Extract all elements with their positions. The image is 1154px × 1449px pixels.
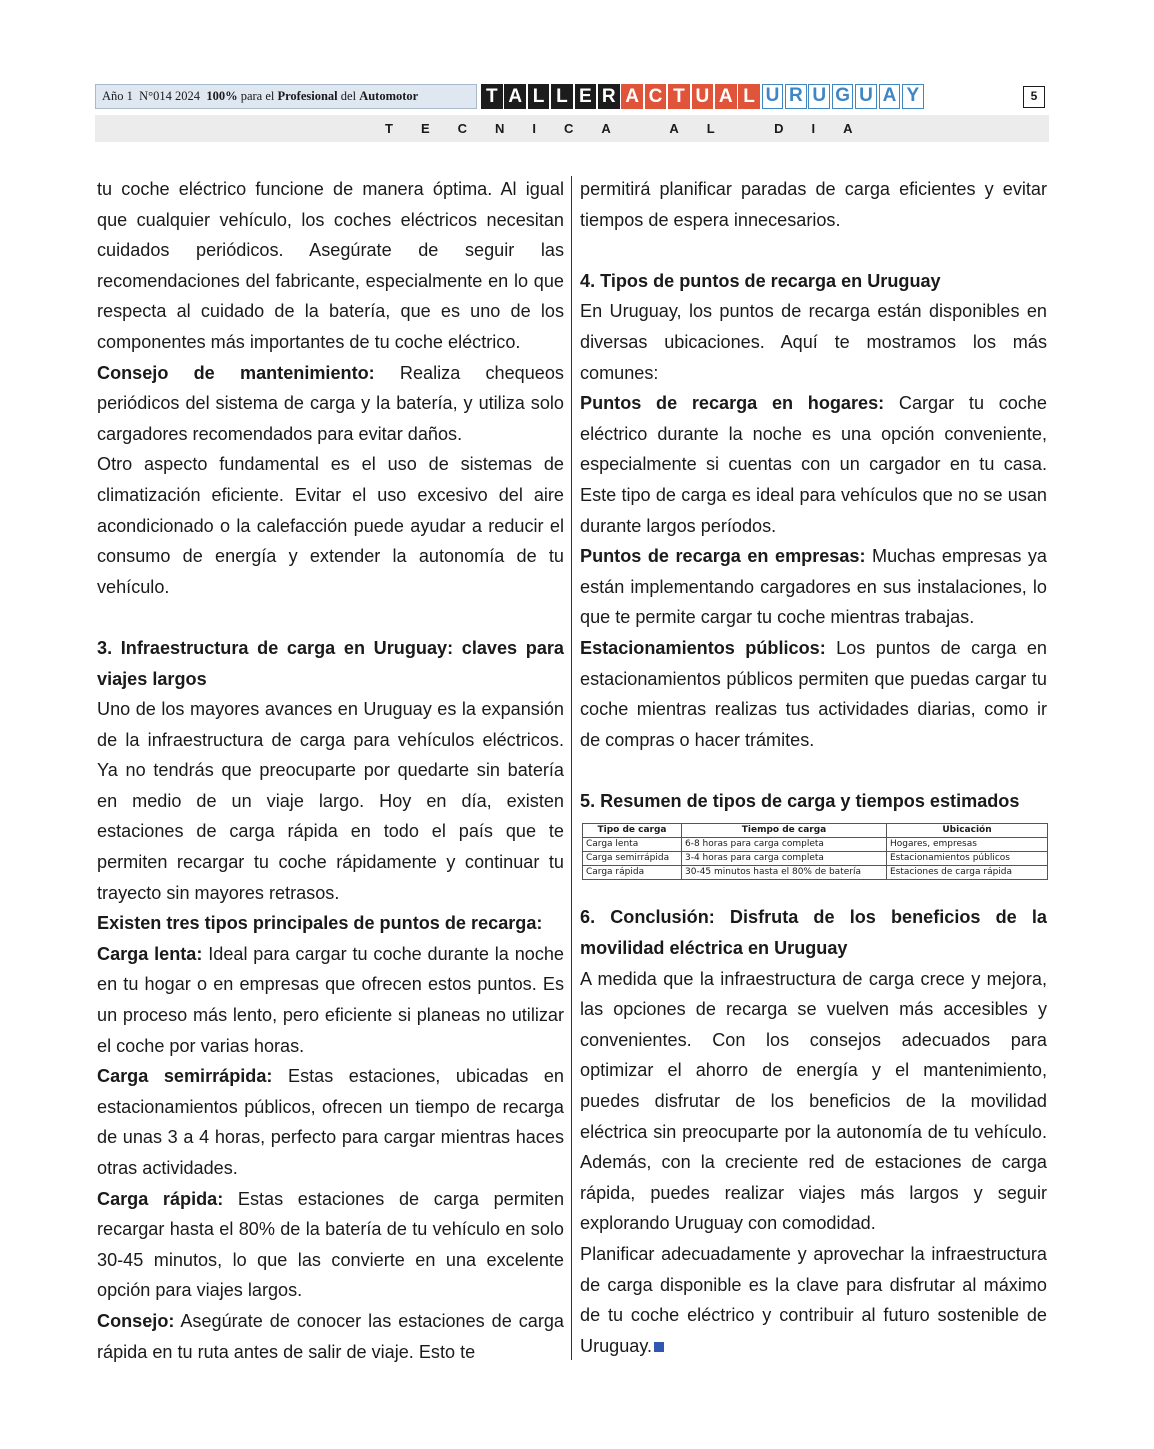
types-intro: Existen tres tipos principales de puntos de recarga:: [97, 913, 543, 934]
paragraph: [97, 1061, 564, 1183]
summary-table: [582, 823, 1048, 880]
table-cell: 30-45 minutos hasta el 80% de batería: [682, 866, 887, 880]
brand-letter: U: [808, 84, 830, 109]
tagline-automotor: Automotor: [359, 89, 419, 103]
table-row: [583, 838, 1048, 852]
brand-letter: G: [832, 84, 854, 109]
brand-letter: A: [879, 84, 901, 109]
park-text: Los puntos de carga en estacionamientos públicos permiten que puedas cargar tu coche mientras realizas tus actividades diarias, como ir de compras o hacer trámites.: [580, 637, 1047, 750]
table-row: [583, 852, 1048, 866]
paragraph: [580, 633, 1047, 755]
semi-text: Estas estaciones, ubicadas en estacionamientos públicos, ofrecen un tiempo de recarga de unas 3 a 4 horas, perfecto para cargar mientras haces otras actividades.: [97, 1066, 564, 1178]
table-cell: Hogares, empresas: [887, 838, 1048, 852]
paragraph: Uno de los mayores avances en Uruguay es la expansión de la infraestructura de carga para vehículos eléctricos. Ya no tendrás que preocuparte por quedarte sin batería en medio de un viaje largo. Hoy en día, existen estaciones de carga rápida en todo el país que te permiten recargar tu coche rápidamente y continuar tu trayecto sin mayores retrasos.: [97, 699, 564, 903]
table-header-cell: Tiempo de carga: [682, 824, 887, 838]
paragraph: [97, 939, 564, 1061]
table-row: [583, 866, 1048, 880]
paragraph: [580, 541, 1047, 633]
table-header-row: [583, 824, 1048, 838]
right-column: [580, 174, 1047, 1361]
left-column: [97, 174, 564, 1367]
issue-number: N°014 2024: [139, 89, 201, 103]
park-label: Estacionamientos públicos:: [580, 637, 826, 658]
advice-label: Consejo:: [97, 1310, 175, 1331]
heading-section-3: 3. Infraestructura de carga en Uruguay: claves para viajes largos: [97, 637, 564, 689]
brand-letter: U: [855, 84, 877, 109]
paragraph: [97, 1184, 564, 1306]
paragraph: [580, 388, 1047, 541]
brand-letter: U: [692, 84, 714, 109]
paragraph: tu coche eléctrico funcione de manera óptima. Al igual que cualquier vehículo, los coches eléctricos necesitan cuidados periódicos. Asegúrate de seguir las recomendaciones del fabricante, especialmente en lo que respecta al cuidado de la batería, que es uno de los componentes más importantes de tu coche eléctrico.: [97, 179, 564, 352]
table-cell: Carga lenta: [583, 838, 682, 852]
brand-letter: T: [481, 84, 503, 109]
table-cell: Carga semirrápida: [583, 852, 682, 866]
section-bar: [95, 115, 1049, 142]
tagline-mid: para el: [237, 89, 278, 103]
paragraph: En Uruguay, los puntos de recarga están disponibles en diversas ubicaciones. Aquí te mostramos los más comunes:: [580, 301, 1047, 383]
tagline-del: del: [337, 89, 360, 103]
section-title: TECNICA AL DIA: [385, 121, 881, 136]
heading-section-4: 4. Tipos de puntos de recarga en Uruguay: [580, 270, 941, 291]
brand-letter: E: [575, 84, 597, 109]
paragraph: [97, 1306, 564, 1367]
brand-letter: T: [668, 84, 690, 109]
table-cell: Carga rápida: [583, 866, 682, 880]
brand-letter: A: [715, 84, 737, 109]
masthead: [95, 84, 1049, 111]
paragraph: [580, 1239, 1047, 1361]
biz-label: Puntos de recarga en empresas:: [580, 546, 866, 567]
slow-text: Ideal para cargar tu coche durante la noche en tu hogar o en empresas que ofrecen estos puntos. Es un proceso más lento, pero eficiente si planeas no utilizar el coche por varias horas.: [97, 943, 564, 1056]
brand-letter: L: [528, 84, 550, 109]
end-mark-icon: [654, 1342, 664, 1352]
brand-logo: [481, 84, 924, 109]
table-cell: 3-4 horas para carga completa: [682, 852, 887, 866]
brand-letter: L: [551, 84, 573, 109]
brand-letter: U: [762, 84, 784, 109]
semi-label: Carga semirrápida:: [97, 1066, 273, 1087]
column-divider: [571, 176, 572, 1360]
slow-label: Carga lenta:: [97, 943, 203, 964]
tip-text: Realiza chequeos periódicos del sistema de carga y la batería, y utiliza solo cargadores recomendados para evitar daños.: [97, 362, 564, 444]
home-label: Puntos de recarga en hogares:: [580, 393, 885, 414]
page-number: 5: [1023, 86, 1045, 108]
tip-label: Consejo de mantenimiento:: [97, 362, 375, 383]
brand-letter: C: [645, 84, 667, 109]
heading-section-5: 5. Resumen de tipos de carga y tiempos estimados: [580, 790, 1020, 811]
tagline-profesional: Profesional: [277, 89, 338, 103]
paragraph: permitirá planificar paradas de carga eficientes y evitar tiempos de espera innecesarios.: [580, 179, 1047, 230]
brand-letter: Y: [902, 84, 924, 109]
fast-label: Carga rápida:: [97, 1188, 224, 1209]
brand-letter: R: [785, 84, 807, 109]
closing-text: Planificar adecuadamente y aprovechar la infraestructura de carga disponible es la clave para disfrutar al máximo de tu coche eléctrico y contribuir al futuro sostenible de Uruguay.: [580, 1244, 1047, 1356]
paragraph: Otro aspecto fundamental es el uso de sistemas de climatización eficiente. Evitar el uso excesivo del aire acondicionado o la calefacción puede ayudar a reducir el consumo de energía y extender la autonomía de tu vehículo.: [97, 454, 564, 597]
brand-letter: A: [621, 84, 643, 109]
brand-letter: A: [504, 84, 526, 109]
issue-year: Año 1: [102, 89, 133, 103]
advice-text: Asegúrate de conocer las estaciones de carga rápida en tu ruta antes de salir de viaje. Esto te: [97, 1310, 564, 1362]
brand-letter: L: [738, 84, 760, 109]
fast-text: Estas estaciones de carga permiten recargar hasta el 80% de la batería de tu vehículo en solo 30-45 minutos, lo que las convierte en una excelente opción para viajes largos.: [97, 1188, 565, 1301]
tagline-percent: 100%: [206, 89, 238, 103]
table-header-cell: Tipo de carga: [583, 824, 682, 838]
table-cell: Estaciones de carga rápida: [887, 866, 1048, 880]
table-cell: Estacionamientos públicos: [887, 852, 1048, 866]
issue-info: [95, 84, 477, 109]
paragraph: A medida que la infraestructura de carga crece y mejora, las opciones de recarga se vuelven más accesibles y convenientes. Con los consejos adecuados para optimizar el ahorro de energía y el mantenimiento, puedes disfrutar de los beneficios de la movilidad eléctrica sin preocuparte por la autonomía de tu vehículo. Además, con la creciente red de estaciones de carga rápida, puedes realizar viajes más largos y seguir explorando Uruguay con comodidad.: [580, 968, 1047, 1234]
table-header-cell: Ubicación: [887, 824, 1048, 838]
home-text: Cargar tu coche eléctrico durante la noche es una opción conveniente, especialmente si cuentas con un cargador en tu casa. Este tipo de carga es ideal para vehículos que no se usan durante largos períodos.: [580, 393, 1047, 536]
paragraph: [97, 358, 564, 450]
biz-text: Muchas empresas ya están implementando cargadores en sus instalaciones, lo que te permite cargar tu coche mientras trabajas.: [580, 546, 1047, 628]
heading-section-6: 6. Conclusión: Disfruta de los beneficios de la movilidad eléctrica en Uruguay: [580, 907, 1047, 959]
brand-letter: R: [598, 84, 620, 109]
table-cell: 6-8 horas para carga completa: [682, 838, 887, 852]
